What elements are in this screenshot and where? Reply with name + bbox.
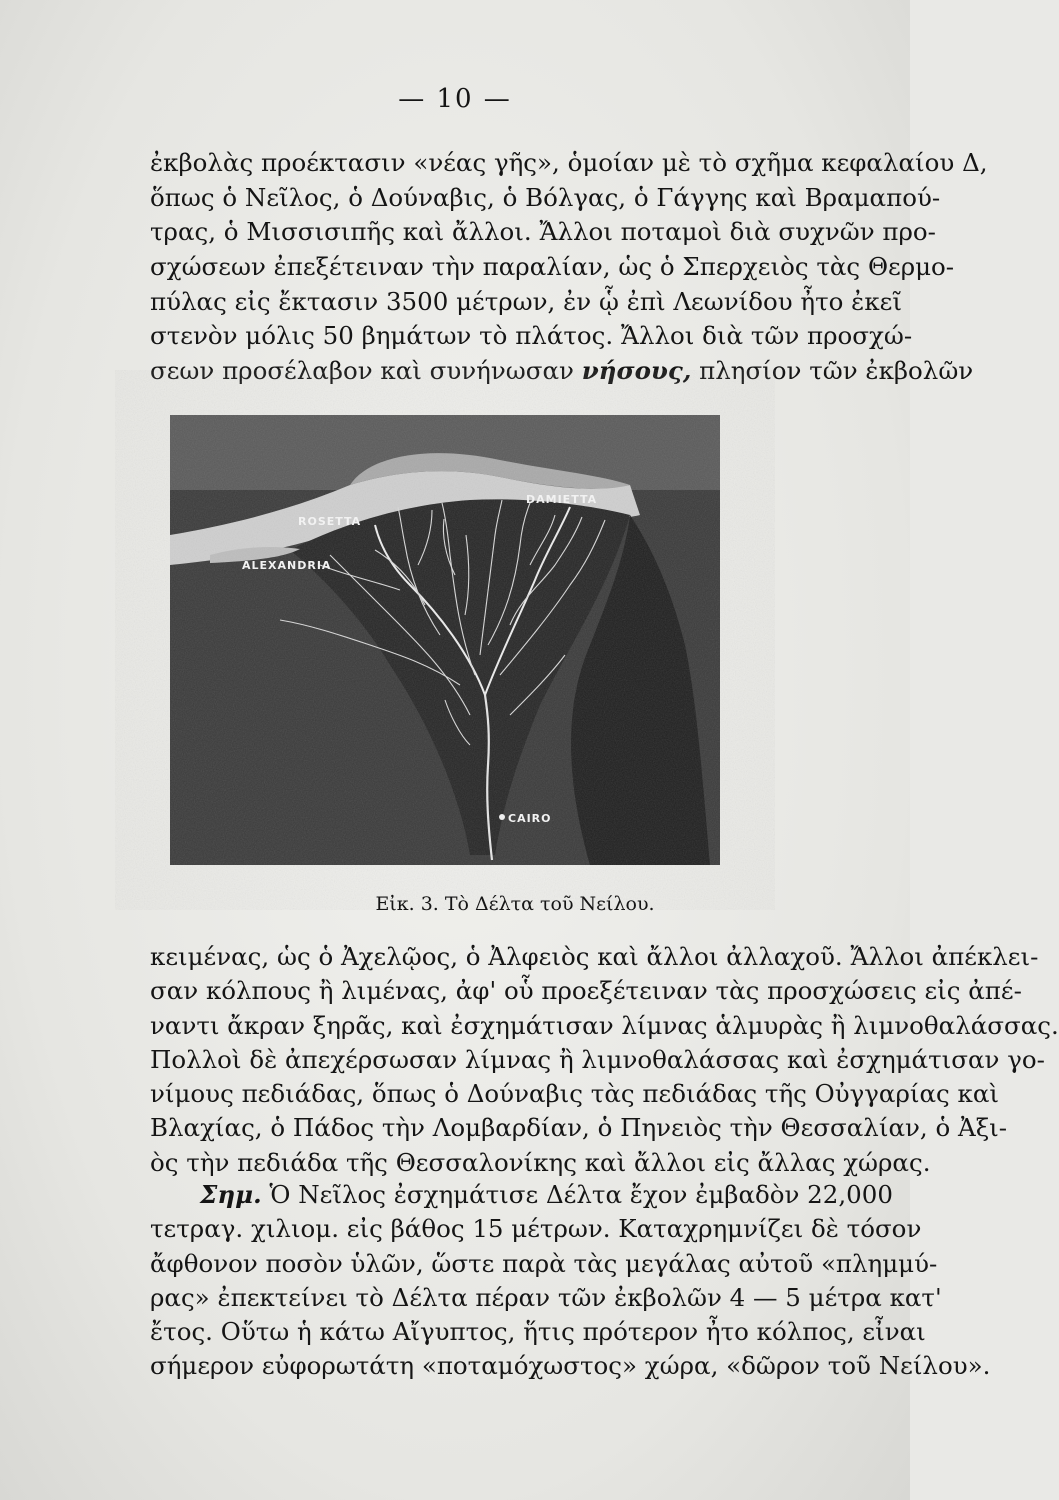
label-damietta: DAMIETTA xyxy=(526,493,598,506)
text-line: τετραγ. χιλιομ. εἰς βάθος 15 μέτρων. Καταχρημνίζει δὲ τόσον xyxy=(150,1214,922,1244)
print-grain xyxy=(170,415,720,865)
text-line: κειμένας, ὡς ὁ Ἀχελῷος, ὁ Ἀλφειὸς καὶ ἄλλοι ἀλλαχοῦ. Ἄλλοι ἀπέκλει- xyxy=(150,942,1039,971)
text-line: ρας» ἐπεκτείνει τὸ Δέλτα πέραν τῶν ἐκβολῶν 4 — 5 μέτρα κατ' xyxy=(150,1282,942,1312)
paragraph-note xyxy=(150,1178,991,1384)
text-line: Πολλοὶ δὲ ἀπεχέρσωσαν λίμνας ἢ λιμνοθαλάσσας καὶ ἐσχημάτισαν γο- xyxy=(150,1044,1045,1074)
paragraph-top xyxy=(150,146,988,389)
page-number: — 10 — xyxy=(398,84,512,114)
emphasized-word: νήσους, xyxy=(581,356,692,386)
map-drawing xyxy=(170,415,720,865)
text-line: ὸς τὴν πεδιάδα τῆς Θεσσαλονίκης καὶ ἄλλοι εἰς ἄλλας χώρας. xyxy=(150,1147,931,1177)
text-line: νίμους πεδιάδας, ὅπως ὁ Δούναβις τὰς πεδιάδας τῆς Οὐγγαρίας καὶ xyxy=(150,1079,999,1109)
text-line: σαν κόλπους ἢ λιμένας, ἀφ' οὗ προεξέτειναν τὰς προσχώσεις εἰς ἀπέ- xyxy=(150,976,1022,1006)
label-alexandria: ALEXANDRIA xyxy=(242,559,332,572)
text-line: ὅπως ὁ Νεῖλος, ὁ Δούναβις, ὁ Βόλγας, ὁ Γάγγης καὶ Βραμαπού- xyxy=(150,182,941,212)
text-line: στενὸν μόλις 50 βημάτων τὸ πλάτος. Ἄλλοι διὰ τῶν προσχώ- xyxy=(150,321,913,351)
text-fragment: πλησίον τῶν ἐκβολῶν xyxy=(691,356,974,386)
cairo-marker xyxy=(499,814,505,820)
paragraph-middle xyxy=(150,940,1059,1180)
text-line: σήμερον εὐφορωτάτη «ποταμόχωστος» χώρα, «δῶρον τοῦ Νείλου». xyxy=(150,1351,991,1381)
figure-caption: Εἰκ. 3. Τὸ Δέλτα τοῦ Νείλου. xyxy=(375,893,655,915)
note-first-line xyxy=(150,1178,893,1212)
text-line: ναντι ἄκραν ξηρᾶς, καὶ ἐσχημάτισαν λίμνας ἁλμυρὰς ἢ λιμνοθαλάσσας. xyxy=(150,1010,1059,1040)
text-line: τρας, ὁ Μισσισιπῆς καὶ ἄλλοι. Ἄλλοι ποταμοὶ διὰ συχνῶν προ- xyxy=(150,217,936,247)
text-fragment: Ὁ Νεῖλος ἐσχημάτισε Δέλτα ἔχον ἐμβαδὸν 22,000 xyxy=(261,1180,893,1209)
note-label: Σημ. xyxy=(200,1180,262,1209)
text-line: ἔτος. Οὕτω ἡ κάτω Αἴγυπτος, ἥτις πρότερον ἦτο κόλπος, εἶναι xyxy=(150,1317,926,1347)
nile-delta-map xyxy=(170,415,720,865)
label-rosetta: ROSETTA xyxy=(298,515,362,528)
text-fragment: σεων προσέλαβον καὶ συνήνωσαν xyxy=(150,356,582,386)
text-line: Βλαχίας, ὁ Πάδος τὴν Λομβαρδίαν, ὁ Πηνειὸς τὴν Θεσσαλίαν, ὁ Ἀξι- xyxy=(150,1113,1008,1143)
text-line: σχώσεων ἐπεξέτειναν τὴν παραλίαν, ὡς ὁ Σπερχειὸς τὰς Θερμο- xyxy=(150,252,955,282)
text-line: ἄφθονον ποσὸν ὑλῶν, ὥστε παρὰ τὰς μεγάλας αὐτοῦ «πλημμύ- xyxy=(150,1248,938,1278)
text-line: πύλας εἰς ἔκτασιν 3500 μέτρων, ἐν ᾧ ἐπὶ Λεωνίδου ἦτο ἐκεῖ xyxy=(150,286,902,316)
text-line-emphasis xyxy=(150,354,974,389)
label-cairo: CAIRO xyxy=(508,812,552,825)
text-line: ἐκβολὰς προέκτασιν «νέας γῆς», ὁμοίαν μὲ τὸ σχῆμα κεφαλαίου Δ, xyxy=(150,148,988,177)
